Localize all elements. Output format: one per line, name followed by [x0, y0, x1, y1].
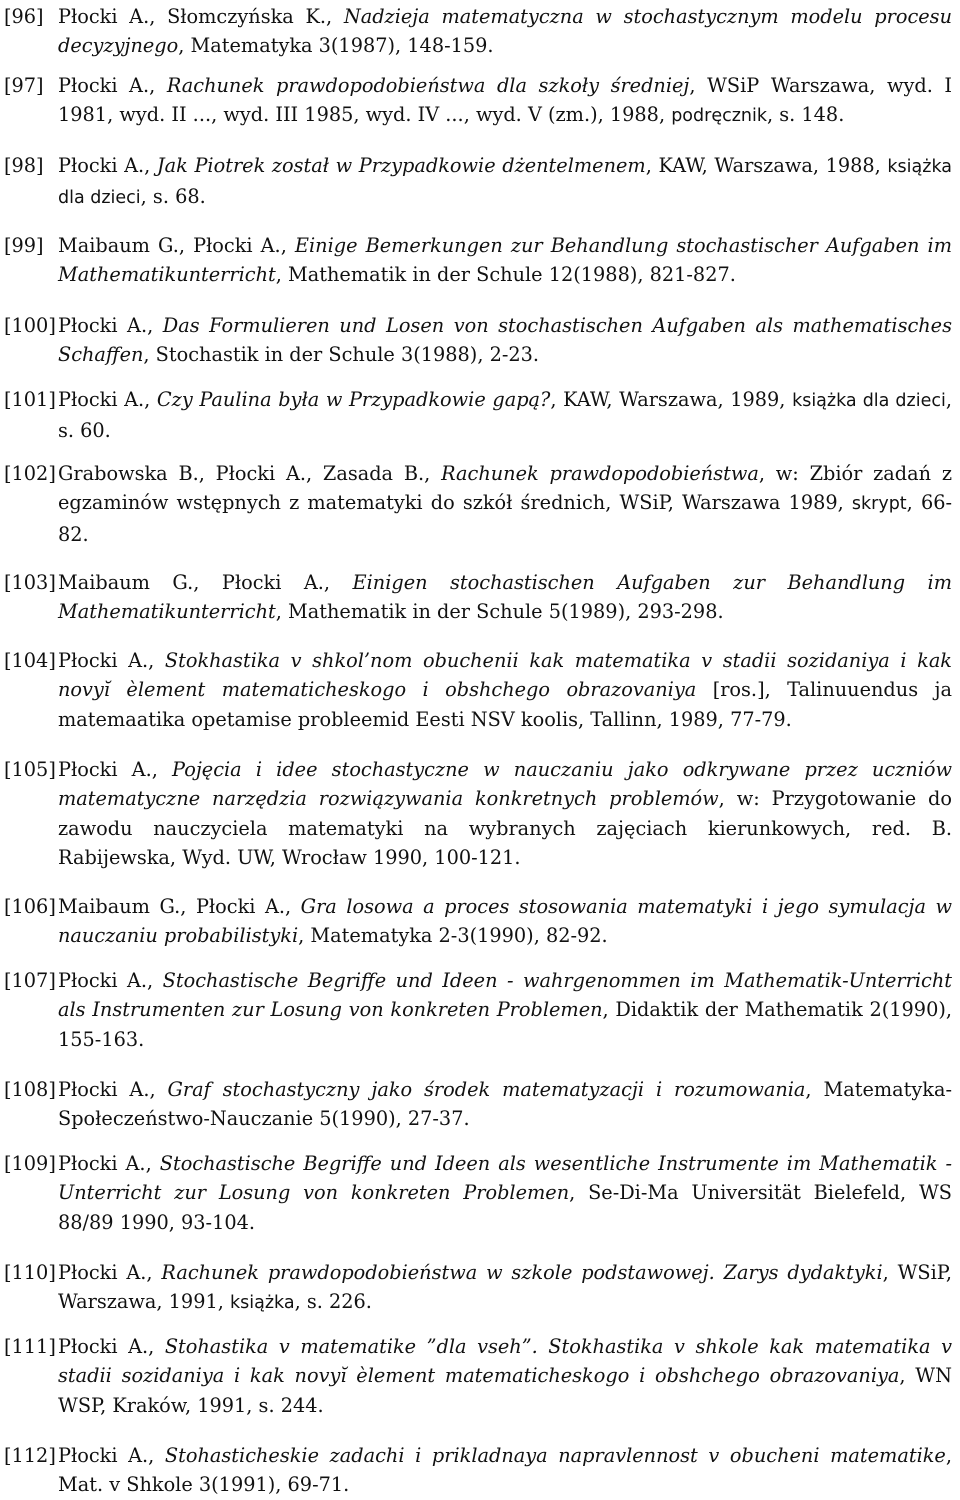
reference-item	[0, 966, 956, 1054]
reference-text	[0, 2, 956, 61]
reference-detail: [ros.], Talinuuendus ja matemaatika opetamise probleemid Eesti NSV koolis, Tallinn, 1989, 77-79.	[58, 678, 953, 731]
reference-detail: , WSiP, Warszawa, 1991,	[58, 1261, 952, 1314]
reference-type: książka dla dzieci	[58, 157, 952, 209]
reference-detail: , Mathematik in der Schule 5(1989), 293-298.	[275, 600, 724, 624]
reference-item	[0, 755, 956, 873]
reference-label: [97]	[4, 74, 44, 97]
reference-text	[0, 755, 956, 873]
reference-text	[0, 1441, 956, 1500]
reference-title: Stochastische Begriffe und Ideen als wesentliche Instrumente im Mathematik - Unterricht zur Losung von konkreten Problemen	[58, 1152, 952, 1205]
reference-detail: Płocki A.,	[58, 969, 163, 992]
reference-detail: , WSiP Warszawa, wyd. I 1981, wyd. II ..., wyd. III 1985, wyd. IV ..., wyd. V (zm.), 1988,	[58, 74, 953, 127]
reference-detail: , w: Zbiór zadań z egzaminów wstępnych z matematyki do szkół średnich, WSiP, Warszawa 1989,	[58, 462, 952, 515]
reference-detail: Płocki A.,	[58, 1335, 165, 1358]
reference-title: Pojęcia i idee stochastyczne w nauczaniu jako odkrywane przez uczniów matematyczne narzędzia rozwiązywania konkretnych problemów	[58, 758, 952, 811]
reference-detail: Płocki A.,	[58, 1444, 165, 1467]
reference-label: [96]	[4, 5, 44, 28]
reference-text	[0, 892, 956, 951]
reference-title: Das Formulieren und Losen von stochastischen Aufgaben als mathematisches Schaffen	[58, 314, 952, 367]
reference-label: [106]	[4, 895, 56, 918]
reference-detail: , WN WSP, Kraków, 1991, s. 244.	[58, 1364, 952, 1417]
reference-text	[0, 966, 956, 1054]
reference-detail: Płocki A.,	[58, 1152, 160, 1175]
reference-text	[0, 568, 956, 627]
reference-label: [111]	[4, 1335, 56, 1358]
reference-title: Einige Bemerkungen zur Behandlung stochastischer Aufgaben im Mathematikunterricht	[58, 234, 952, 287]
reference-type: skrypt	[851, 494, 907, 515]
reference-detail: , w: Przygotowanie do zawodu nauczyciela matematyki na wybranych zajęciach kierunkowych, red. B. Rabijewska, Wyd. UW, Wrocław 1990, 100-121.	[58, 787, 952, 870]
reference-detail: , KAW, Warszawa, 1988,	[645, 154, 888, 177]
reference-item	[0, 311, 956, 370]
reference-title: Rachunek prawdopodobieństwa	[441, 462, 759, 485]
reference-title: Stohastika v matematike ”dla vseh”. Stokhastika v shkole kak matematika v stadii sozidaniya i kak novyĭ èlement matematicheskogo i obshchego obrazovaniya	[58, 1335, 952, 1388]
reference-detail: , Matematyka 3(1987), 148-159.	[178, 34, 494, 58]
reference-text	[0, 311, 956, 370]
reference-title: Stochastische Begriffe und Ideen - wahrgenommen im Mathematik-Unterricht als Instrumenten zur Losung von konkreten Problemen	[58, 969, 952, 1022]
reference-detail: , Didaktik der Mathematik 2(1990), 155-163.	[58, 998, 952, 1051]
reference-item	[0, 231, 956, 290]
reference-detail: Maibaum G., Płocki A.,	[58, 895, 301, 918]
reference-text	[0, 231, 956, 290]
reference-detail: , 66-82.	[58, 491, 952, 546]
reference-detail: , s. 226.	[294, 1290, 372, 1314]
reference-item	[0, 71, 956, 132]
reference-text	[0, 459, 956, 549]
reference-detail: Płocki A.,	[58, 1261, 162, 1284]
reference-type: książka	[230, 1293, 295, 1314]
reference-label: [99]	[4, 234, 44, 257]
reference-label: [108]	[4, 1078, 56, 1101]
reference-text	[0, 646, 956, 734]
reference-detail: , Matematyka 2-3(1990), 82-92.	[298, 924, 608, 948]
reference-title: Stokhastika v shkol’nom obuchenii kak matematika v stadii sozidaniya i kak novyĭ èlement matematicheskogo i obshchego obrazovaniya	[58, 649, 952, 702]
reference-detail: , KAW, Warszawa, 1989,	[550, 388, 793, 411]
reference-text	[0, 1258, 956, 1319]
reference-item	[0, 646, 956, 734]
reference-detail: Płocki A.,	[58, 758, 173, 781]
reference-item	[0, 1075, 956, 1134]
reference-detail: Płocki A., Słomczyńska K.,	[58, 5, 344, 28]
reference-detail: , Mathematik in der Schule 12(1988), 821-827.	[275, 263, 736, 287]
reference-title: Nadzieja matematyczna w stochastycznym modelu procesu decyzyjnego	[58, 5, 952, 58]
reference-item	[0, 2, 956, 61]
reference-detail: , s. 60.	[58, 388, 952, 443]
reference-title: Rachunek prawdopodobieństwa dla szkoły średniej	[166, 74, 690, 97]
reference-detail: , s. 68.	[140, 185, 206, 209]
reference-label: [101]	[4, 388, 56, 411]
reference-text	[0, 1149, 956, 1237]
reference-label: [98]	[4, 154, 44, 177]
reference-label: [105]	[4, 758, 56, 781]
reference-detail: Płocki A.,	[58, 1078, 168, 1101]
reference-item	[0, 385, 956, 446]
reference-label: [112]	[4, 1444, 56, 1467]
reference-item	[0, 151, 956, 214]
reference-detail: , Matematyka-Społeczeństwo-Nauczanie 5(1990), 27-37.	[58, 1078, 952, 1131]
reference-detail: , Stochastik in der Schule 3(1988), 2-23.	[143, 343, 540, 367]
reference-type: książka dla dzieci	[792, 391, 946, 411]
reference-item	[0, 1332, 956, 1420]
reference-detail: Płocki A.,	[58, 314, 163, 337]
reference-item	[0, 1149, 956, 1237]
reference-label: [102]	[4, 462, 56, 485]
reference-item	[0, 1441, 956, 1500]
reference-detail: Płocki A.,	[58, 74, 167, 97]
reference-detail: , s. 148.	[766, 103, 845, 127]
reference-text	[0, 1332, 956, 1420]
reference-detail: Płocki A.,	[58, 388, 157, 411]
reference-label: [100]	[4, 314, 56, 337]
reference-label: [110]	[4, 1261, 56, 1284]
reference-item	[0, 568, 956, 627]
reference-detail: Płocki A.,	[58, 154, 157, 177]
reference-item	[0, 892, 956, 951]
reference-label: [109]	[4, 1152, 56, 1175]
reference-label: [107]	[4, 969, 56, 992]
reference-text	[0, 71, 956, 132]
reference-title: Graf stochastyczny jako środek matematyzacji i rozumowania	[167, 1078, 806, 1101]
reference-label: [103]	[4, 571, 56, 594]
reference-item	[0, 459, 956, 549]
reference-label: [104]	[4, 649, 56, 672]
reference-detail: , Se-Di-Ma Universität Bielefeld, WS 88/89 1990, 93-104.	[58, 1181, 952, 1234]
reference-title: Gra losowa a proces stosowania matematyki i jego symulacja w nauczaniu probabilistyki	[58, 895, 952, 948]
reference-title: Rachunek prawdopodobieństwa w szkole podstawowej. Zarys dydaktyki	[161, 1261, 883, 1284]
reference-text	[0, 385, 956, 446]
reference-title: Einigen stochastischen Aufgaben zur Behandlung im Mathematikunterricht	[58, 571, 952, 624]
reference-detail: Płocki A.,	[58, 649, 165, 672]
reference-title: Czy Paulina była w Przypadkowie gapą?	[156, 388, 551, 411]
reference-item	[0, 1258, 956, 1319]
reference-type: podręcznik	[671, 106, 767, 127]
reference-title: Jak Piotrek został w Przypadkowie dżentelmenem	[156, 154, 646, 177]
reference-detail: Grabowska B., Płocki A., Zasada B.,	[58, 462, 442, 485]
reference-text	[0, 151, 956, 214]
reference-detail: Maibaum G., Płocki A.,	[58, 234, 295, 257]
reference-text	[0, 1075, 956, 1134]
reference-detail: Maibaum G., Płocki A.,	[58, 571, 353, 594]
reference-title: Stohasticheskie zadachi i prikladnaya napravlennost v obucheni matematike	[164, 1444, 946, 1467]
reference-detail: , Mat. v Shkole 3(1991), 69-71.	[58, 1444, 952, 1497]
